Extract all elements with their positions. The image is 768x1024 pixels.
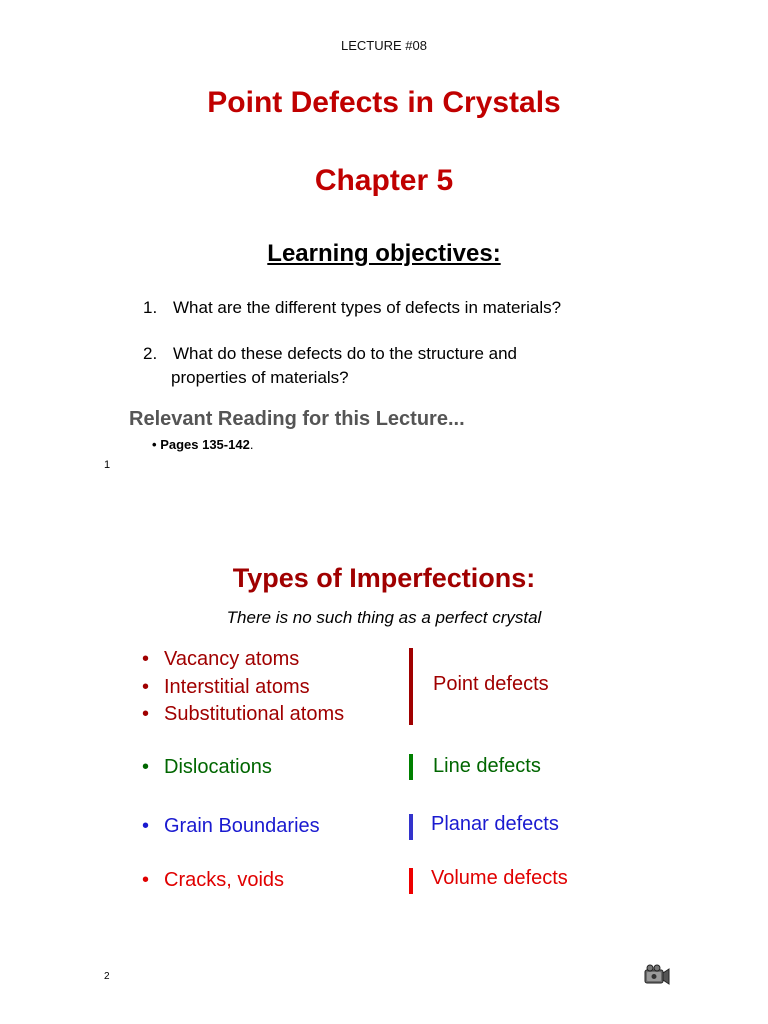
category-label: Volume defects: [431, 867, 568, 889]
bullet: •: [142, 756, 150, 778]
objective-text-continued: properties of materials?: [171, 368, 349, 387]
objective-number: 2.: [143, 344, 158, 363]
page-title: Point Defects in Crystals: [207, 86, 561, 119]
objective-text: What are the different types of defects in materials?: [173, 298, 562, 317]
list-item-text: Vacancy atoms: [164, 648, 300, 670]
group-divider: [409, 648, 413, 725]
list-item-text: Interstitial atoms: [164, 675, 310, 698]
list-item: [142, 701, 344, 729]
list-item-text: Substitutional atoms: [164, 703, 345, 725]
list-item-text: Dislocations: [164, 756, 272, 778]
bullet: •: [142, 675, 150, 698]
section-subtitle: There is no such thing as a perfect crystal: [226, 608, 542, 627]
bullet: •: [152, 437, 157, 452]
point-defect-list: [142, 646, 344, 729]
chapter-title: Chapter 5: [314, 164, 454, 197]
category-label: Point defects: [433, 673, 549, 695]
reading-heading: Relevant Reading for this Lecture...: [129, 408, 465, 430]
category-label: Planar defects: [431, 813, 559, 835]
lecture-label: LECTURE #08: [341, 38, 427, 53]
category-label: Line defects: [433, 755, 541, 777]
section-heading: Types of Imperfections:: [232, 563, 536, 593]
group-divider: [409, 754, 413, 780]
list-item: [142, 813, 320, 841]
list-item-text: Cracks, voids: [164, 869, 285, 891]
bullet: •: [142, 648, 150, 670]
bullet: •: [142, 703, 150, 725]
objectives-heading: Learning objectives:: [267, 240, 501, 267]
page-number: 1: [104, 459, 111, 471]
list-item-text: Grain Boundaries: [164, 815, 320, 837]
objective-item: [143, 342, 643, 392]
objective-text: What do these defects do to the structure and: [173, 344, 517, 363]
list-item: [142, 867, 284, 895]
bullet: •: [142, 815, 150, 837]
list-item: [142, 754, 272, 782]
reading-suffix: .: [249, 437, 254, 452]
objective-item: [143, 296, 643, 322]
page-number: 2: [104, 971, 110, 982]
group-divider: [409, 814, 413, 840]
bullet: •: [142, 869, 150, 891]
list-item: [142, 674, 344, 702]
objective-number: 1.: [143, 298, 158, 317]
reading-item: [152, 437, 253, 452]
line-defect-list: [142, 754, 272, 782]
planar-defect-list: [142, 813, 320, 841]
reading-pages: Pages 135-142: [160, 437, 250, 452]
group-divider: [409, 868, 413, 894]
camera-icon[interactable]: [644, 964, 670, 986]
volume-defect-list: [142, 867, 284, 895]
list-item: [142, 646, 344, 674]
